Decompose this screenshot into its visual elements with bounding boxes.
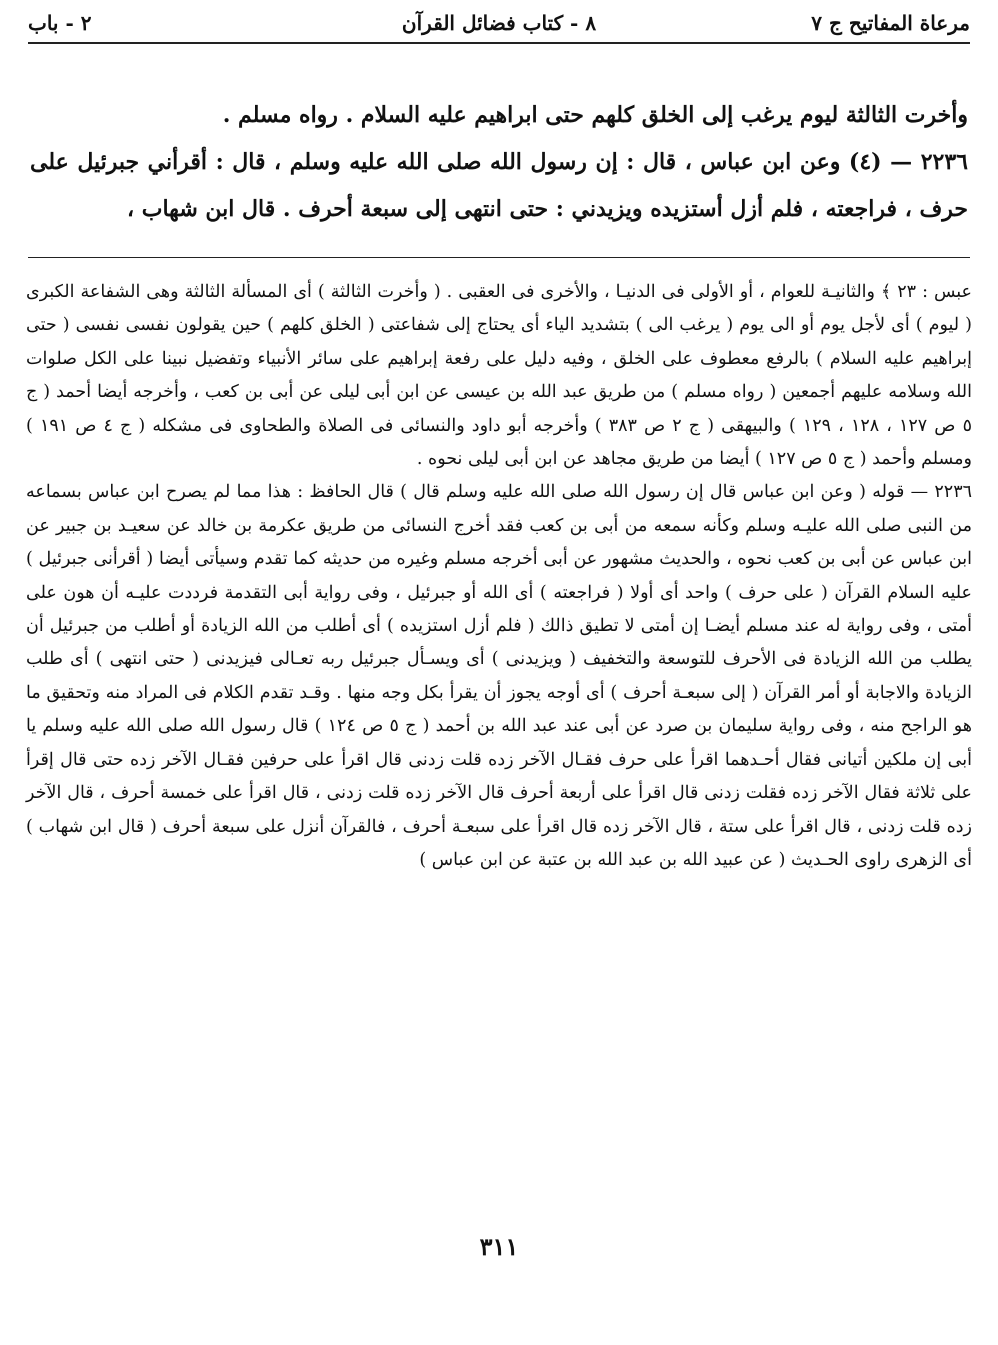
hadith-text [30, 92, 968, 233]
commentary-text [26, 276, 972, 877]
commentary-paragraph: عبس : ٢٣ ﴾ والثانيـة للعوام ، أو الأولى فى الدنيـا ، والأخرى فى العقبى . ( وأخرت الثالثة ) أى المسألة الثالثة وهى الشفاعة الكبرى ( ليوم ) أى لأجل يوم أو الى يوم ( يرغب الى ) بتشديد الياء أى يحتاج إلى شفاعتى ( الخلق كلهم ) حين يقولون نفسى نفسى ( حتى إبراهيم عليه السلام ) بالرفع معطوف على الخلق ، وفيه دليل على رفعة إبراهيم على سائر الأنبياء وتفضيل نبينا على الكل صلوات الله وسلامه عليهم أجمعين ( رواه مسلم ) من طريق عبد الله بن عيسى عن ابن أبى ليلى عن أبى بن كعب ، وأخرجه أيضا أحمد ( ج ٥ ص ١٢٧ ، ١٢٨ ، ١٢٩ ) والبيهقى ( ج ٢ ص ٣٨٣ ) وأخرجه أبو داود والنسائى فى الصلاة والطحاوى فى مشكله ( ج ٤ ص ١٩١ ) ومسلم وأحمد ( ج ٥ ص ١٢٧ ) أيضا من طريق مجاهد عن ابن أبى ليلى نحوه . [26, 282, 972, 470]
book-title: مرعاة المفاتيح ج ٧ [811, 11, 970, 35]
running-header [28, 6, 970, 40]
commentary-paragraph: ٢٢٣٦ — قوله ( وعن ابن عباس قال إن رسول الله صلى الله عليه وسلم قال ) قال الحافظ : هذا مما لم يصرح ابن عباس بسماعه من النبى صلى الله عليـه وسلم وكأنه سمعه من أبى بن كعب فقد أخرج النسائى من طريق عكرمة بن خالد عن سعيـد بن جبير عن ابن عباس عن أبى بن كعب نحوه ، والحديث مشهور عن أبى أخرجه مسلم وغيره من حديثه كما تقدم وسيأتى أيضا ( أقرأنى جبرئيل ) عليه السلام القرآن ( على حرف ) واحد أى أولا ( فراجعته ) أى الله أو جبرئيل ، وفى رواية أبى التقدمة فرددت عليـه أن هون على أمتى ، وفى رواية له عند مسلم أيضـا إن أمتى لا تطيق ذالك ( فلم أزل استزيده ) أى أطلب من الله الزيادة أو أطلب من جبرئيل أن يطلب من الله الزيادة فى الأحرف للتوسعة والتخفيف ( ويزيدنى ) أى ويسـأل جبرئيل ربه تعـالى فيزيدنى ( حتى انتهى ) أى طلب الزيادة والاجابة أو أمر القرآن ( إلى سبعـة أحرف ) أى أوجه يجوز أن يقرأ بكل وجه منها . وقـد تقدم الكلام فى المراد منه وتحقيق ما هو الراجح منه ، وفى رواية سليمان بن صرد عن أبى عند عبد الله بن أحمد ( ج ٥ ص ١٢٤ ) قال رسول الله صلى الله عليه وسلم يا أبى إن ملكين أتيانى فقال أحـدهما اقرأ على حرف فقـال الآخر زده قلت زدنى قال اقرأ على حرفين فقـال الآخر زده حتى قال إقرأ على ثلاثة فقال الآخر زده فقلت زدنى قال اقرأ على أربعة أحرف قال الآخر زده قلت زدنى ، قال اقرأ على خمسة أحرف ، قال الآخر زده قلت زدنى ، قال اقرأ على ستة ، قال الآخر زده قال اقرأ على سبعـة أحرف ، فالقرآن أنزل على سبعة أحرف ( قال ابن شهاب ) أى الزهرى راوى الحـديث ( عن عبيد الله بن عبد الله بن عتبة عن ابن عباس ) [26, 482, 972, 870]
page-number: ٣١١ [479, 1232, 519, 1261]
header-rule [28, 42, 970, 44]
commentary-divider [28, 257, 970, 258]
hadith-paragraph: وأخرت الثالثة ليوم يرغب إلى الخلق كلهم حتى ابراهيم عليه السلام . رواه مسلم . [222, 102, 968, 128]
chapter-title: ٨ - كتاب فضائل القرآن [401, 11, 597, 35]
section-label: ٢ - باب [28, 11, 92, 35]
hadith-paragraph: ٢٢٣٦ — (٤) وعن ابن عباس ، قال : إن رسول الله صلى الله عليه وسلم ، قال : أقرأني جبرئيل على حرف ، فراجعته ، فلم أزل أستزيده ويزيدني : حتى انتهى إلى سبعة أحرف . قال ابن شهاب ، [30, 149, 968, 222]
